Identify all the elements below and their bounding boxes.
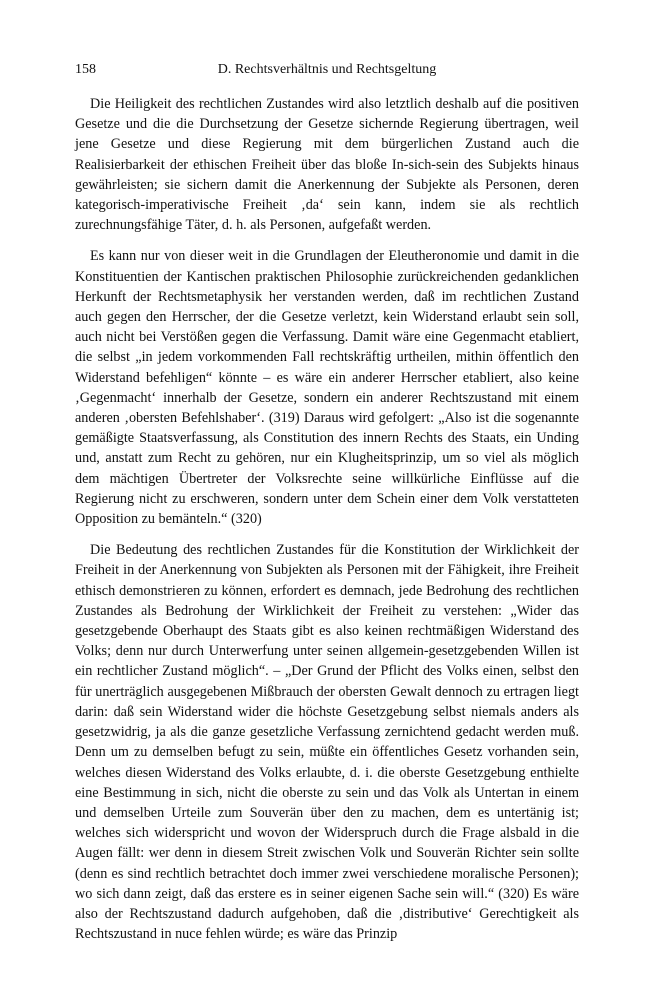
running-header xyxy=(75,58,579,82)
chapter-title: D. Rechtsverhältnis und Rechtsgeltung xyxy=(217,62,437,77)
book-page xyxy=(75,58,579,955)
paragraph-2: Es kann nur von dieser weit in die Grundlagen der Eleutheronomie und damit in die Konstituentien der Kantischen praktischen Philosophie zurückreichenden gedanklichen Herkunft der Rechtsmetaphysik her verstanden werden, daß im rechtlichen Zustand auch gegen den Herrscher, der die Gesetze verletzt, kein Widerstand erlaubt sein soll, auch nicht bei Verstößen gegen die Verfassung. Damit wäre eine Gegenmacht etabliert, die selbst „in jedem vorkommenden Fall rechtskräftig urtheilen, mithin öffentlich den Widerstand befehligen“ könnte – es wäre ein anderer Herrscher etabliert, also keine ‚Gegenmacht‘ innerhalb der Gesetze, sondern ein anderer Rechtszustand mit einem anderen ‚obersten Befehlshaber‘. (319) Daraus wird gefolgert: „Also ist die sogenannte gemäßigte Staatsverfassung, als Constitution des innern Rechts des Staats, ein Unding und, anstatt zum Recht zu gehören, nur ein Klugheitsprinzip, um so viel als möglich dem mächtigen Übertreter der Volksrechte seine willkürliche Einflüsse auf die Regierung nicht zu erschweren, sondern unter dem Schein einer dem Volk verstatteten Opposition zu bemänteln.“ (320) xyxy=(75,248,579,528)
paragraph-3: Die Bedeutung des rechtlichen Zustandes für die Konstitution der Wirklichkeit der Freiheit in der Anerkennung von Subjekten als Personen mit der Fähigkeit, ihre Freiheit ethisch demonstrieren zu können, erfordert es demnach, jede Bedrohung des rechtlichen Zustandes als Bedrohung der Wirklichkeit der Freiheit zu verstehen: „Wider das gesetzgebende Oberhaupt des Staats gibt es also keinen rechtmäßigen Widerstand des Volks; denn nur durch Unterwerfung unter seinen allgemein-gesetzgebenden Willen ist ein rechtlicher Zustand möglich“. – „Der Grund der Pflicht des Volks einen, selbst den für unerträglich ausgegebenen Mißbrauch der obersten Gewalt dennoch zu ertragen liegt darin: daß sein Widerstand wider die höchste Gesetzgebung selbst niemals anders als gesetzwidrig, ja als die ganze gesetzliche Verfassung zernichtend gedacht werden muß. Denn um zu demselben befugt zu sein, müßte ein öffentliches Gesetz vorhanden sein, welches diesen Widerstand des Volks erlaubte, d. i. die oberste Gesetzgebung enthielte eine Bestimmung in sich, nicht die oberste zu sein und das Volk als Untertan in einem und demselben Urteile zum Souverän über den zu machen, dem es untertänig ist; welches sich widerspricht und wovon der Widerspruch durch die Frage alsbald in die Augen fällt: wer denn in diesem Streit zwischen Volk und Souverän Richter sein sollte (denn es sind rechtlich betrachtet doch immer zwei verschiedene moralische Personen); wo sich dann zeigt, daß das erstere es in seiner eigenen Sache sein will.“ (320) Es wäre also der Rechtszustand dadurch aufgehoben, daß die ‚distributive‘ Gerechtigkeit als Rechtszustand in nuce fehlen würde; es wäre das Prinzip xyxy=(75,542,579,943)
body-text xyxy=(75,94,579,944)
page-number: 158 xyxy=(75,62,96,77)
paragraph-1: Die Heiligkeit des rechtlichen Zustandes wird also letztlich deshalb auf die positiven Gesetze und die die Durchsetzung der Gesetze sichernde Regierung übertragen, weil jene Gesetze und diese Regierung mit dem bürgerlichen Zustand auch die Realisierbarkeit der ethischen Freiheit über das bloße In-sich-sein des Subjekts hinaus gewährleisten; sie sichern damit die Anerkennung der Subjekte als Personen, deren kategorisch-imperativische Freiheit ‚da‘ sein kann, indem sie als rechtlich zurechnungsfähige Täter, d. h. als Personen, aufgefaßt werden. xyxy=(75,96,579,234)
